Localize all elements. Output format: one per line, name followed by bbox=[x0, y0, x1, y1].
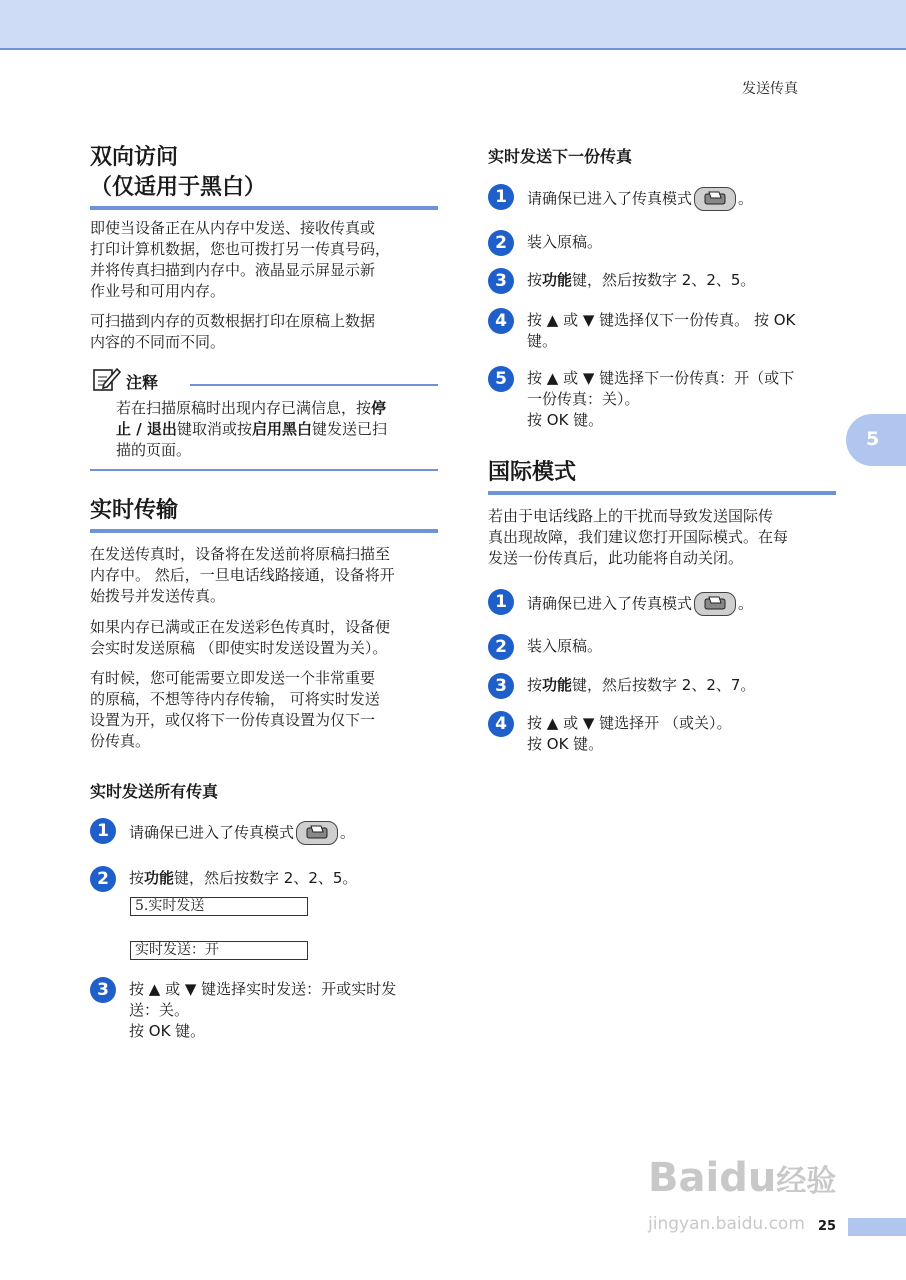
chapter-tab bbox=[846, 414, 906, 466]
text: ）。 bbox=[364, 639, 388, 657]
paragraph bbox=[90, 544, 442, 607]
text: 或 bbox=[336, 980, 352, 998]
paragraph bbox=[488, 506, 840, 569]
step-1 bbox=[488, 589, 753, 616]
step-number: 3 bbox=[488, 268, 514, 294]
watermark-url: jingyan.baidu.com bbox=[648, 1214, 805, 1234]
step-number: 5 bbox=[488, 366, 514, 392]
text: 请确保已进入了传真模式 bbox=[129, 823, 295, 842]
text-line: 即使当设备正在从内存中发送、接收传真或 bbox=[90, 219, 376, 237]
running-header: 发送传真 bbox=[742, 81, 798, 97]
text: 。 bbox=[174, 1001, 190, 1019]
text-line: 并将传真扫描到内存中。液晶显示屏显示新 bbox=[90, 261, 376, 279]
text: 按 ▲ 或 ▼ 键选择 bbox=[527, 714, 645, 732]
key-name: 功能 bbox=[542, 676, 573, 694]
lcd-display-1: 5.实时发送 bbox=[130, 897, 308, 916]
text-line: 打印计算机数据，您也可拨打另一传真号码， bbox=[90, 240, 391, 258]
text: 按 ▲ 或 ▼ 键选择 bbox=[129, 980, 247, 998]
fax-icon bbox=[694, 592, 736, 616]
step-text bbox=[527, 368, 794, 431]
footer-band bbox=[848, 1218, 906, 1236]
key-name: 停 bbox=[371, 399, 387, 417]
lcd-text: 实时发送 bbox=[244, 639, 305, 657]
paragraph bbox=[90, 668, 442, 752]
lcd-text: 下一份传真：开 bbox=[644, 369, 750, 387]
lcd-text: 开 bbox=[135, 711, 151, 729]
lcd-message: 内存已满 bbox=[251, 399, 312, 417]
key-name: 止 / 退出 bbox=[116, 420, 177, 438]
section-title: 实时传输 bbox=[90, 496, 438, 533]
step-text: 装入原稿。 bbox=[527, 637, 603, 655]
lcd-text: 份传真 bbox=[90, 732, 136, 750]
text: 信息，按 bbox=[311, 399, 372, 417]
text-line: 有时候，您可能需要立即发送一个非常重要 bbox=[90, 669, 376, 687]
section-title-line2: （仅适用于黑白） bbox=[90, 175, 267, 200]
step-number: 4 bbox=[488, 308, 514, 334]
text: 描的页面。 bbox=[116, 441, 192, 459]
lcd-display-2: 实时发送：开 bbox=[130, 941, 308, 960]
section-title bbox=[90, 143, 438, 210]
step-number: 1 bbox=[488, 184, 514, 210]
text: 请确保已进入了传真模式 bbox=[527, 594, 693, 613]
text: ）。 bbox=[617, 390, 640, 408]
step-4 bbox=[488, 711, 731, 755]
key-name: 启用黑白 bbox=[251, 420, 312, 438]
text: 按 OK 键。 bbox=[527, 735, 604, 753]
text-line: 若由于电话线路上的干扰而导致发送国际传 bbox=[488, 507, 774, 525]
note-title: 注释 bbox=[126, 372, 159, 392]
step-number: 4 bbox=[488, 711, 514, 737]
text-line: 作业号和可用内存。 bbox=[90, 282, 226, 300]
text: （或 bbox=[659, 714, 694, 732]
text: 会实时发送原稿 （即使 bbox=[90, 639, 245, 657]
paragraph bbox=[90, 218, 442, 302]
step-text bbox=[527, 592, 753, 616]
note-bottom-rule bbox=[90, 469, 438, 471]
lcd-text: 送：关 bbox=[129, 1001, 175, 1019]
text: 按 ▲ 或 ▼ 键选择 bbox=[527, 311, 645, 329]
step-text bbox=[527, 187, 753, 211]
step-number: 1 bbox=[488, 589, 514, 615]
text: 键，然后按数字 2、2、5。 bbox=[572, 271, 756, 289]
section-international bbox=[488, 458, 836, 495]
step-text bbox=[527, 675, 755, 696]
fax-icon bbox=[296, 821, 338, 845]
step-text bbox=[129, 868, 357, 889]
text: 。 bbox=[340, 823, 356, 842]
text-line: 内容的不同而不同。 bbox=[90, 333, 226, 351]
step-2 bbox=[488, 634, 602, 660]
text-line: 发送一份传真后，此功能将自动关闭。 bbox=[488, 549, 744, 567]
text: 若在扫描原稿时出现 bbox=[116, 399, 252, 417]
lcd-text: 仅下一 bbox=[330, 711, 376, 729]
subsection-title bbox=[488, 144, 632, 167]
text: 设置为 bbox=[304, 639, 350, 657]
step-1 bbox=[90, 818, 355, 845]
step-number: 1 bbox=[90, 818, 116, 844]
text: 键。 bbox=[527, 332, 558, 350]
section-realtime bbox=[90, 496, 438, 533]
step-2 bbox=[90, 866, 357, 892]
step-text bbox=[527, 310, 795, 352]
text: 按 ▲ 或 ▼ 键选择 bbox=[527, 369, 645, 387]
page-number: 25 bbox=[818, 1219, 837, 1234]
text-line: 始拨号并发送传真。 bbox=[90, 587, 226, 605]
step-text bbox=[527, 270, 755, 291]
step-text bbox=[527, 713, 731, 755]
text: （或 bbox=[749, 369, 780, 387]
key-name: 功能 bbox=[144, 869, 175, 887]
watermark-logo bbox=[648, 1155, 836, 1201]
step-number: 2 bbox=[90, 866, 116, 892]
step-4 bbox=[488, 308, 795, 352]
lcd-text: 关 bbox=[693, 714, 709, 732]
text: 请确保已进入了传真模式 bbox=[527, 189, 693, 208]
paragraph bbox=[90, 617, 442, 659]
lcd-text: 仅下一份传真 bbox=[644, 311, 735, 329]
fax-icon bbox=[694, 187, 736, 211]
step-text bbox=[129, 821, 355, 845]
text: 按 OK 键。 bbox=[527, 411, 604, 429]
step-2 bbox=[488, 230, 602, 256]
text: 按 bbox=[527, 676, 543, 694]
step-number: 2 bbox=[488, 230, 514, 256]
watermark-brand-cn: 经验 bbox=[776, 1164, 837, 1199]
step-number: 2 bbox=[488, 634, 514, 660]
note-body bbox=[116, 398, 440, 461]
section-title-line1: 双向访问 bbox=[90, 145, 179, 170]
text: 键，然后按数字 2、2、7。 bbox=[572, 676, 756, 694]
text: 键，然后按数字 2、2、5。 bbox=[174, 869, 358, 887]
text: 。 按 OK bbox=[734, 311, 796, 329]
text-line: 可扫描到内存的页数根据打印在原稿上数据 bbox=[90, 312, 376, 330]
text: 。 bbox=[738, 189, 754, 208]
paragraph-1 bbox=[90, 218, 442, 302]
watermark-brand: Baidu bbox=[648, 1155, 777, 1201]
text: 设置为 bbox=[90, 711, 136, 729]
text: 按 OK 键。 bbox=[129, 1022, 206, 1040]
text-line: 真出现故障，我们建议您打开国际模式。在每 bbox=[488, 528, 789, 546]
subsection-heading: 实时发送下一份传真 bbox=[488, 147, 633, 166]
note-pencil-icon bbox=[92, 366, 122, 396]
lcd-text: 一份传真：关 bbox=[527, 390, 618, 408]
step-3 bbox=[488, 268, 755, 294]
text: 键取消或按 bbox=[176, 420, 252, 438]
text: ）。 bbox=[708, 714, 732, 732]
text: ，或仅将下一份传真设置为 bbox=[150, 711, 331, 729]
top-band bbox=[0, 0, 906, 50]
paragraph-2 bbox=[90, 311, 442, 353]
section-title: 国际模式 bbox=[488, 458, 836, 495]
text: 。 bbox=[738, 594, 754, 613]
step-3 bbox=[488, 673, 755, 699]
step-3 bbox=[90, 977, 396, 1042]
text-line: 在发送传真时，设备将在发送前将原稿扫描至 bbox=[90, 545, 391, 563]
subsection-title bbox=[90, 779, 218, 802]
key-name: 功能 bbox=[542, 271, 573, 289]
step-5 bbox=[488, 366, 794, 431]
text-line: 如果内存已满或正在发送彩色传真时，设备便 bbox=[90, 618, 391, 636]
note-header bbox=[92, 366, 158, 396]
text: 键发送已扫 bbox=[311, 420, 387, 438]
step-number: 3 bbox=[488, 673, 514, 699]
chapter-number: 5 bbox=[866, 428, 880, 450]
text: 按 bbox=[527, 271, 543, 289]
step-number: 3 bbox=[90, 977, 116, 1003]
section-two-way-access bbox=[90, 143, 438, 210]
text: 。 bbox=[135, 732, 151, 750]
lcd-text: 关 bbox=[349, 639, 365, 657]
lcd-text: 实时发 bbox=[351, 980, 397, 998]
lcd-text: 实时发送 bbox=[319, 690, 380, 708]
subsection-heading: 实时发送所有传真 bbox=[90, 782, 219, 801]
step-text: 装入原稿。 bbox=[527, 233, 603, 251]
step-text bbox=[129, 979, 396, 1042]
lcd-text: 下 bbox=[779, 369, 795, 387]
lcd-text: 开 bbox=[644, 714, 660, 732]
text: 的原稿，不想等待内存传输， 可将 bbox=[90, 690, 320, 708]
lcd-text: 实时发送：开 bbox=[246, 980, 337, 998]
step-1 bbox=[488, 184, 753, 211]
note-rule bbox=[190, 384, 438, 386]
text: 按 bbox=[129, 869, 145, 887]
text-line: 内存中。 然后，一旦电话线路接通，设备将开 bbox=[90, 566, 395, 584]
